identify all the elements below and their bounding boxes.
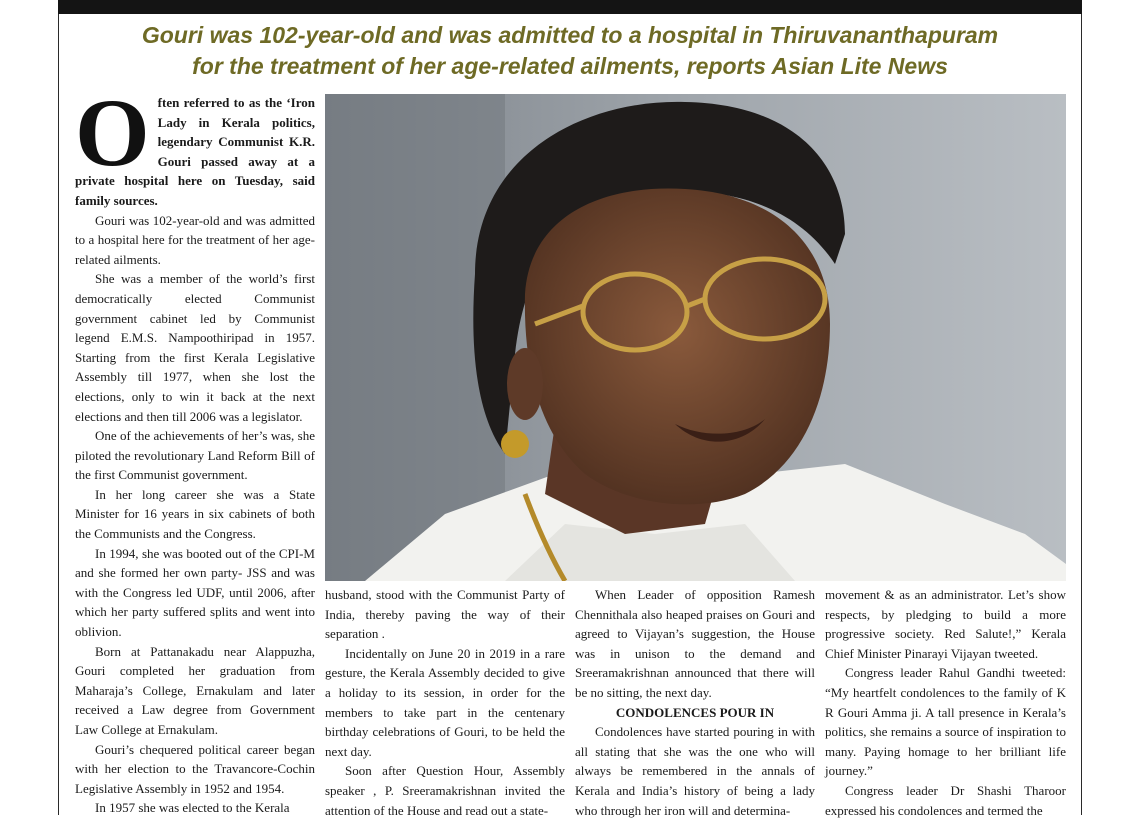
article-headline <box>72 20 1068 82</box>
paragraph: Born at Pattanakadu near Alappuzha, Gouri completed her graduation from Maharaja’s College, Ernakulam and later received a Law degree from Government Law College at Ernakulam. <box>75 643 315 737</box>
article-column-2 <box>325 585 565 820</box>
drop-cap: O <box>75 79 150 186</box>
portrait-photo <box>325 94 1066 581</box>
top-bar <box>58 0 1082 14</box>
paragraph: Condolences have started pouring in with all stating that she was the one who will always be remembered in the annals of Kerala and India’s history of being a lady who through her iron will and determina- <box>575 724 815 818</box>
paragraph: In her long career she was a State Minister for 16 years in six cabinets of both the Communists and the Congress. <box>75 486 315 542</box>
article-column-4 <box>825 585 1066 820</box>
lead-paragraph: ften referred to as the ‘Iron Lady in Kerala politics, legendary Communist K.R. Gouri passed away at a private hospital here on Tuesday, said family sources. <box>75 95 315 208</box>
article-column-1 <box>75 79 315 818</box>
paragraph: Gouri’s chequered political career began with her election to the Travancore-Cochin Legislative Assembly in 1952 and 1954. <box>75 741 315 796</box>
paragraph: In 1957 she was elected to the Kerala <box>95 800 290 816</box>
paragraph: Soon after Question Hour, Assembly speaker , P. Sreeramakrishnan invited the attention of the House and read out a state- <box>325 763 565 818</box>
paragraph: husband, stood with the Communist Party of India, thereby paving the way of their separation . <box>325 587 565 642</box>
paragraph: She was a member of the world’s first democratically elected Communist government cabinet led by Communist legend E.M.S. Nampoothiripad in 1957. Starting from the first Kerala Legislative Assembly till 1977, when she lost the elections, only to win it back at the next elections and then till 2006 was a legislator. <box>75 271 315 424</box>
headline-line-2: for the treatment of her age-related ailments, reports Asian Lite News <box>192 53 948 79</box>
paragraph: movement & as an administrator. Let’s show respects, by pledging to build a more progressive society. Red Salute!,” Kerala Chief Minister Pinarayi Vijayan tweeted. <box>825 587 1066 661</box>
section-subheading: CONDOLENCES POUR IN <box>615 704 775 720</box>
paragraph: One of the achievements of her’s was, she piloted the revolutionary Land Reform Bill of the first Communist government. <box>75 428 315 483</box>
paragraph: In 1994, she was booted out of the CPI-M and she formed her own party- JSS and was with the Congress led UDF, until 2006, after which her party suffered splits and went into oblivion. <box>75 545 315 640</box>
paragraph: Congress leader Rahul Gandhi tweeted: “My heartfelt condolences to the family of K R Gouri Amma ji. A tall presence in Kerala’s politics, she remains a source of inspiration to many. Paying homage to her brilliant life journey.” <box>825 665 1066 779</box>
paragraph: Congress leader Dr Shashi Tharoor expressed his condolences and termed the <box>825 782 1066 818</box>
paragraph: Gouri was 102-year-old and was admitted to a hospital here for the treatment of her age-related ailments. <box>75 212 315 267</box>
headline-line-1: Gouri was 102-year-old and was admitted to a hospital in Thiruvananthapuram <box>141 22 999 48</box>
article-column-3 <box>575 585 815 820</box>
paragraph: When Leader of opposition Ramesh Chennithala also heaped praises on Gouri and agreed to Vijayan’s suggestion, the House was in unison to the demand and Sreeramakrishnan announced that there will be no sitting, the next day. <box>575 587 815 700</box>
paragraph: Incidentally on June 20 in 2019 in a rare gesture, the Kerala Assembly decided to give a holiday to its session, in order for the members to take part in the centenary birthday celebrations of Gouri, to be held the next day. <box>325 645 565 759</box>
